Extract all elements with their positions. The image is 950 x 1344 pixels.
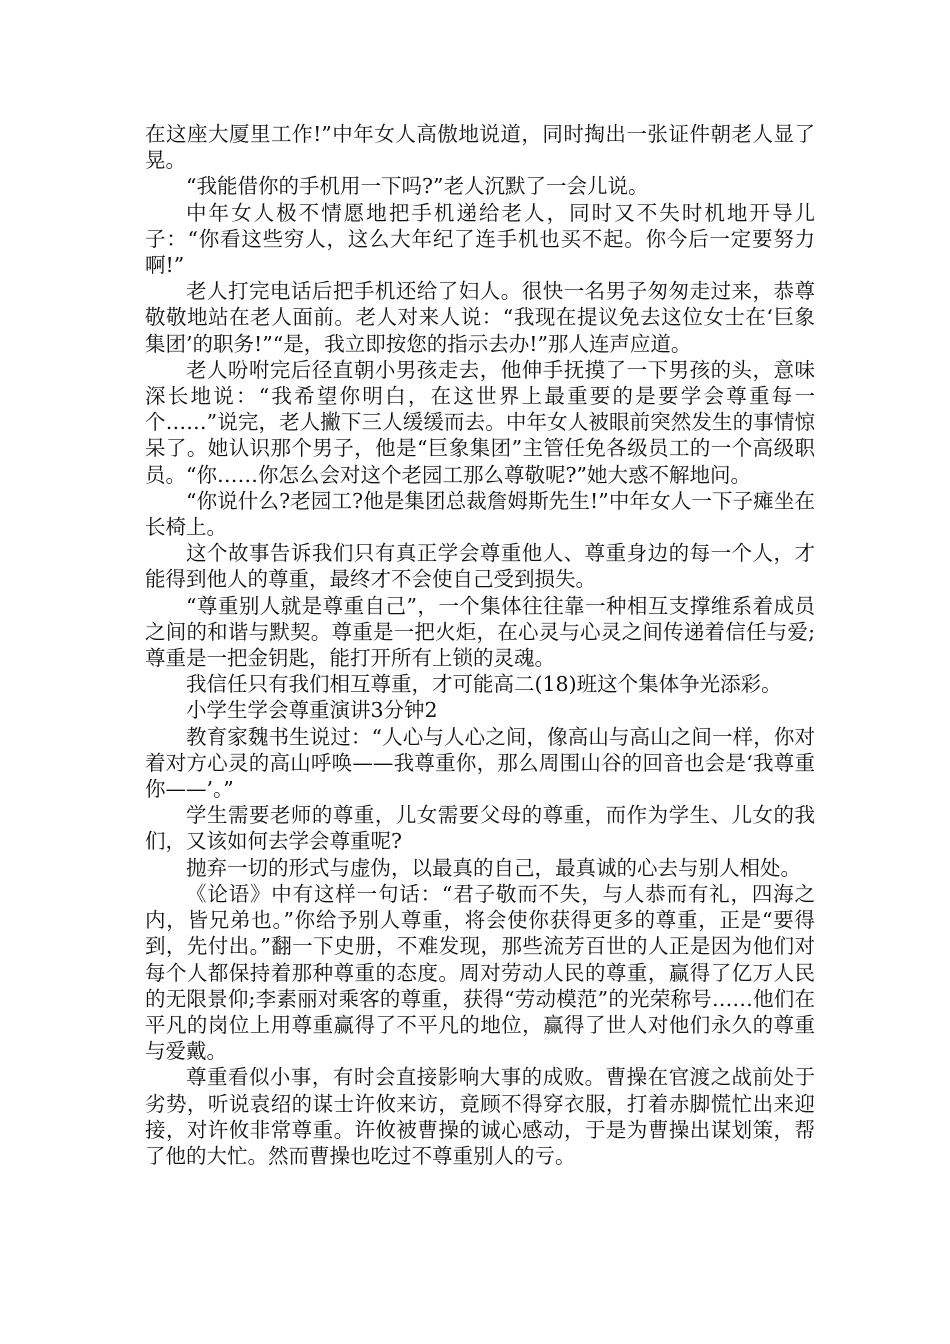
paragraph: 中年女人极不情愿地把手机递给老人，同时又不失时机地开导儿子：“你看这些穷人，这么大年纪了连手机也买不起。你今后一定要努力啊!” [145, 200, 815, 278]
section-heading: 小学生学会尊重演讲3分钟2 [186, 698, 438, 723]
paragraph: 这个故事告诉我们只有真正学会尊重他人、尊重身边的每一个人，才能得到他人的尊重，最终才不会使自己受到损失。 [145, 541, 815, 592]
paragraph-continuation: 在这座大厦里工作!”中年女人高傲地说道，同时掏出一张证件朝老人显了晃。 [145, 122, 815, 173]
paragraph: “我能借你的手机用一下吗?”老人沉默了一会儿说。 [186, 174, 649, 199]
paragraph: 抛弃一切的形式与虚伪，以最真的自己，最真诚的心去与别人相处。 [186, 855, 801, 880]
paragraph: “尊重别人就是尊重自己”，一个集体往往靠一种相互支撑维系着成员之间的和谐与默契。尊重是一把火炬，在心灵与心灵之间传递着信任与爱;尊重是一把金钥匙，能打开所有上锁的灵魂。 [145, 593, 815, 671]
paragraph: 老人打完电话后把手机还给了妇人。很快一名男子匆匆走过来，恭尊敬敬地站在老人面前。老人对来人说：“我现在提议免去这位女士在‘巨象集团’的职务!”“是，我立即按您的指示去办!”那人连声应道。 [145, 279, 815, 356]
paragraph: 教育家魏书生说过：“人心与人心之间，像高山与高山之间一样，你对着对方心灵的高山呼唤——我尊重你，那么周围山谷的回音也会是‘我尊重你——’。” [145, 724, 815, 802]
paragraph: 《论语》中有这样一句话：“君子敬而不失，与人恭而有礼，四海之内，皆兄弟也。”你给予别人尊重，将会使你获得更多的尊重，正是“要得到，先付出。”翻一下史册，不难发现，那些流芳百世的人正是因为他们对每个人都保持着那种尊重的态度。周对劳动人民的尊重，赢得了亿万人民的无限景仰;李素丽对乘客的尊重，获得“劳动模范”的光荣称号……他们在平凡的岗位上用尊重赢得了不平凡的地位，赢得了世人对他们永久的尊重与爱戴。 [145, 881, 815, 1064]
document-page [145, 121, 815, 1169]
paragraph: 老人吩咐完后径直朝小男孩走去，他伸手抚摸了一下男孩的头，意味深长地说：“我希望你明白，在这世界上最重要的是要学会尊重每一个……”说完，老人撇下三人缓缓而去。中年女人被眼前突然发生的事情惊呆了。她认识那个男子，他是“巨象集团”主管任免各级员工的一个高级职员。“你……你怎么会对这个老园工那么尊敬呢?”她大惑不解地问。 [145, 357, 815, 487]
paragraph: 尊重看似小事，有时会直接影响大事的成败。曹操在官渡之战前处于劣势，听说袁绍的谋士许攸来访，竟顾不得穿衣服，打着赤脚慌忙出来迎接，对许攸非常尊重。许攸被曹操的诚心感动，于是为曹操出谋划策，帮了他的大忙。然而曹操也吃过不尊重别人的亏。 [145, 1065, 815, 1168]
paragraph: 我信任只有我们相互尊重，才可能高二(18)班这个集体争光添彩。 [186, 672, 782, 697]
paragraph: 学生需要老师的尊重，儿女需要父母的尊重，而作为学生、儿女的我们，又该如何去学会尊重呢? [145, 803, 815, 854]
paragraph: “你说什么?老园工?他是集团总裁詹姆斯先生!”中年女人一下子瘫坐在长椅上。 [145, 488, 815, 540]
